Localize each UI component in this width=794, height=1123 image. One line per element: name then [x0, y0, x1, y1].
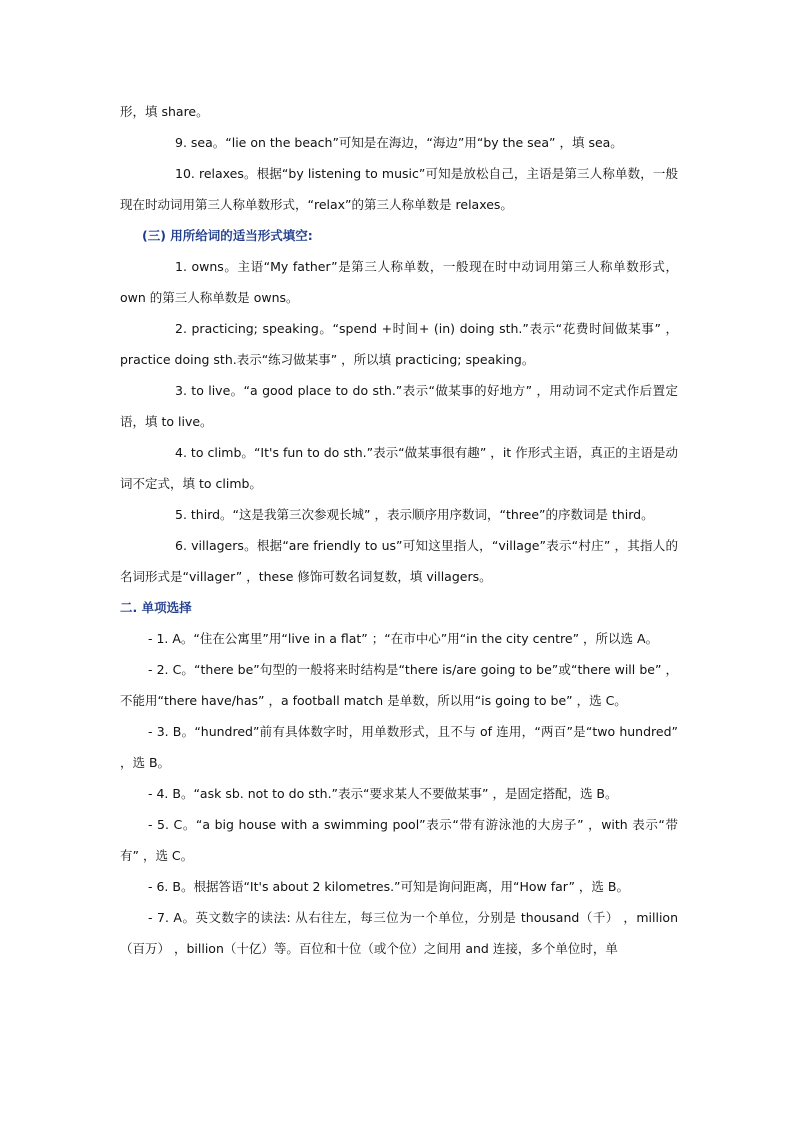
choice-answer-2: - 2. C。“there be”句型的一般将来时结构是“there is/are going to be”或“there will be” ，不能用“there have/has” ，a football match 是单数，所以用“is going to be” ，选 C。	[120, 662, 678, 708]
choice-answer-1: - 1. A。“住在公寓里”用“live in a flat” ；“在市中心”用“in the city centre” ，所以选 A。	[148, 631, 659, 646]
answer-3-to-live: 3. to live。“a good place to do sth.”表示“做某事的好地方” ，用动词不定式作后置定语，填 to live。	[120, 383, 678, 429]
section-heading-multiple-choice: 二. 单项选择	[120, 600, 192, 615]
choice-answer-7: - 7. A。英文数字的读法: 从右往左，每三位为一个单位，分别是 thousand（千） ，million（百万） ，billion（十亿）等。百位和十位（或个位）之间用 and 连接，多个单位时，单	[120, 910, 678, 956]
section-heading-fill-in: (三) 用所给词的适当形式填空:	[142, 228, 313, 243]
choice-answer-4: - 4. B。“ask sb. not to do sth.”表示“要求某人不要做某事” ，是固定搭配，选 B。	[148, 786, 618, 801]
answer-4-to-climb: 4. to climb。“It's fun to do sth.”表示“做某事很有趣” ，it 作形式主语，真正的主语是动词不定式，填 to climb。	[120, 445, 678, 491]
answer-2-practicing-speaking: 2. practicing; speaking。“spend +时间+ (in) doing sth.”表示“花费时间做某事” ，practice doing sth.表示“练习做某事” ，所以填 practicing; speaking。	[120, 321, 678, 367]
answer-1-owns: 1. owns。主语“My father”是第三人称单数，一般现在时中动词用第三人称单数形式，own 的第三人称单数是 owns。	[120, 259, 678, 305]
choice-answer-3: - 3. B。“hundred”前有具体数字时，用单数形式，且不与 of 连用，“两百”是“two hundred” ，选 B。	[120, 724, 678, 770]
paragraph-share-continuation: 形，填 share。	[120, 104, 209, 119]
answer-6-villagers: 6. villagers。根据“are friendly to us”可知这里指人，“village”表示“村庄” ，其指人的名词形式是“villager” ，these 修饰可数名词复数，填 villagers。	[120, 538, 678, 584]
answer-text-body	[120, 96, 678, 964]
answer-5-third: 5. third。“这是我第三次参观长城” ，表示顺序用序数词，“three”的序数词是 third。	[175, 507, 654, 522]
choice-answer-6: - 6. B。根据答语“It's about 2 kilometres.”可知是询问距离，用“How far” ，选 B。	[148, 879, 629, 894]
choice-answer-5: - 5. C。“a big house with a swimming pool”表示“带有游泳池的大房子” ，with 表示“带有” ，选 C。	[120, 817, 678, 863]
answer-9-sea: 9. sea。“lie on the beach”可知是在海边，“海边”用“by the sea” ，填 sea。	[175, 135, 623, 150]
answer-10-relaxes: 10. relaxes。根据“by listening to music”可知是放松自己，主语是第三人称单数，一般现在时动词用第三人称单数形式，“relax”的第三人称单数是 relaxes。	[120, 166, 678, 212]
